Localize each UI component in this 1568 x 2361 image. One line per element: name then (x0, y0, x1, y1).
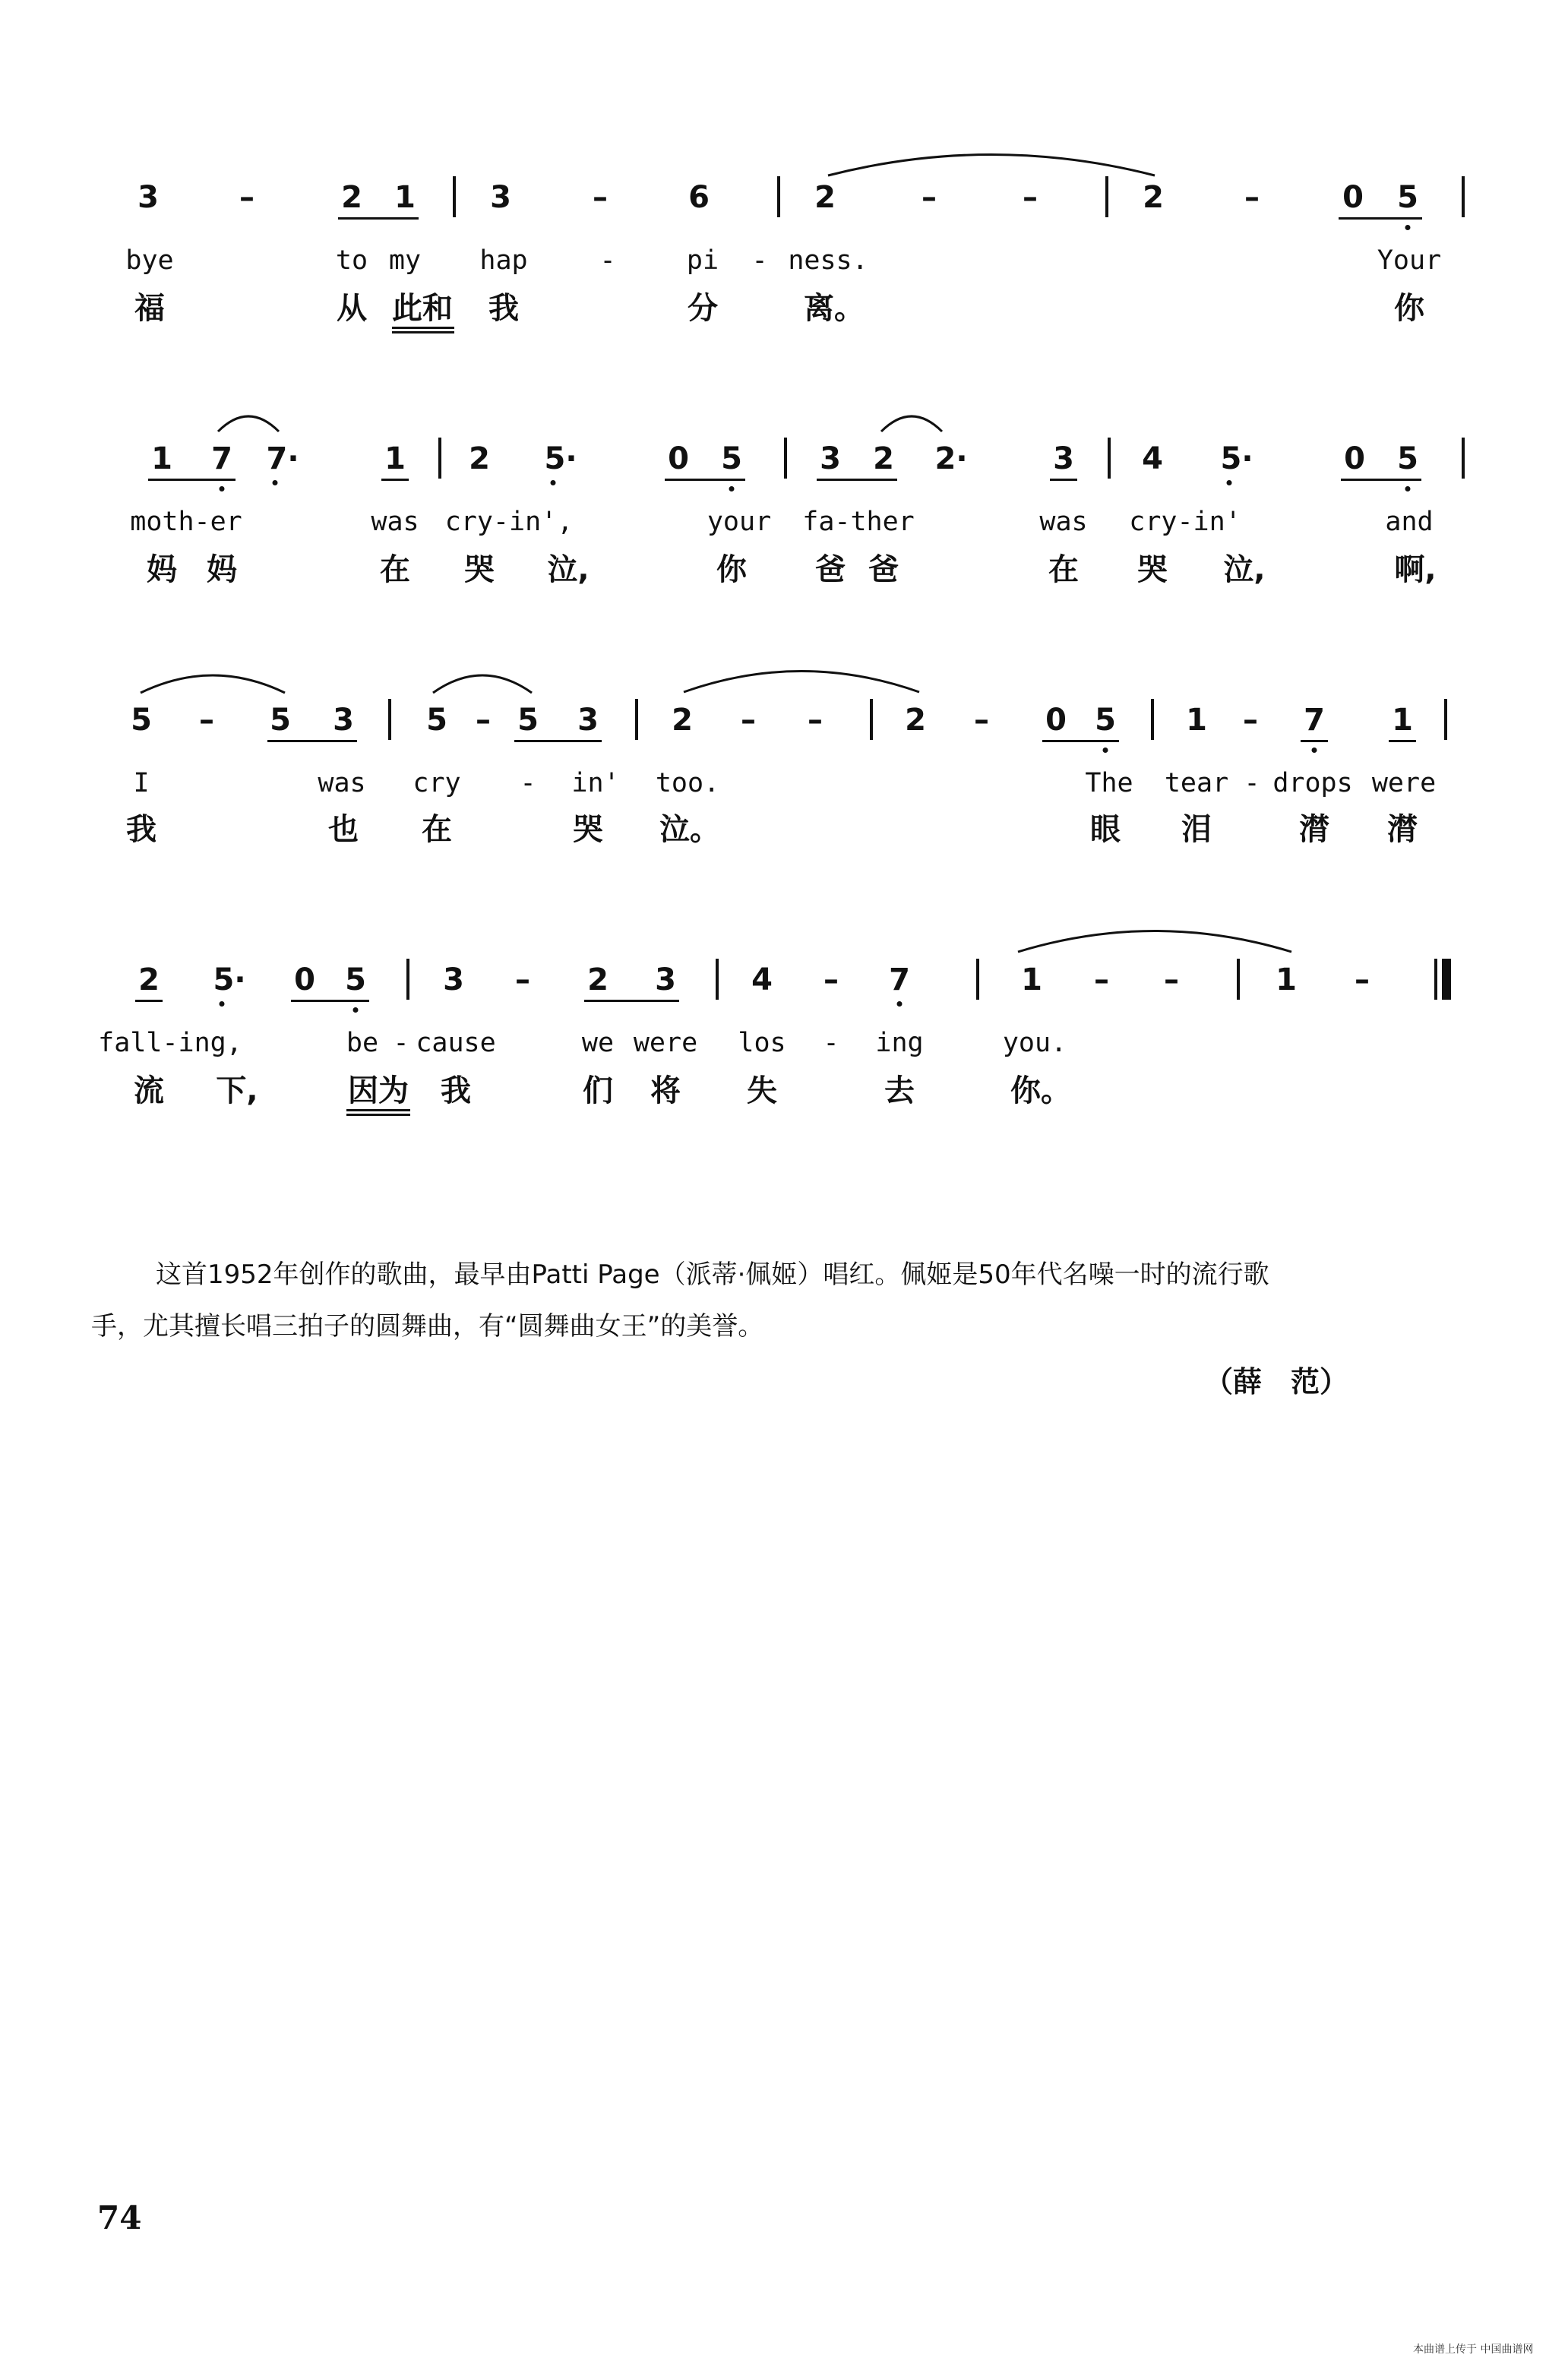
note: 3 (1053, 441, 1074, 476)
lyric-zh: 泣, (1223, 552, 1266, 587)
note: 3 (333, 703, 354, 738)
lyric-underline (392, 327, 454, 333)
lyric-zh: 在 (1048, 552, 1079, 587)
note: – (824, 962, 839, 997)
note: – (974, 703, 989, 738)
note-paragraph-line-1: 这首1952年创作的歌曲，最早由Patti Page（派蒂·佩姬）唱红。佩姬是50年代名噪一时的流行歌 (156, 1260, 1269, 1290)
beam (584, 1000, 679, 1002)
note: 3 (655, 962, 676, 997)
lyric-zh: 啊, (1394, 552, 1437, 587)
lyric-zh: 我 (441, 1073, 471, 1108)
slur (137, 664, 289, 697)
note: 2 (341, 180, 362, 215)
slur (1014, 918, 1295, 956)
lyric-en: your (707, 507, 772, 537)
note: 7· (266, 441, 299, 476)
note: – (1023, 180, 1038, 215)
bar-line (388, 699, 391, 740)
lyric-zh: 泣。 (659, 812, 720, 847)
beam (817, 479, 897, 481)
beam (267, 740, 357, 742)
note: – (1244, 180, 1260, 215)
lyric-en: - (599, 245, 616, 276)
bar-line (784, 438, 787, 479)
lyric-en: - (393, 1028, 409, 1058)
note: – (1355, 962, 1370, 997)
lyric-zh: 分 (688, 291, 718, 326)
note: 6 (688, 180, 710, 215)
lyric-en: were (1371, 768, 1437, 798)
low-octave-dot (1405, 225, 1411, 230)
lyric-en: in' (571, 768, 620, 798)
bar-line (1237, 959, 1240, 1000)
lyric-en: Your (1377, 245, 1442, 276)
lyric-zh: 哭 (573, 812, 603, 847)
bar-line (1462, 176, 1465, 217)
note: 5 (1397, 441, 1418, 476)
low-octave-dot (897, 1001, 903, 1007)
lyric-en: bye (125, 245, 174, 276)
lyric-zh: 此和 (392, 291, 453, 326)
lyric-zh: 失 (747, 1073, 777, 1108)
lyric-zh: 们 (583, 1073, 613, 1108)
note: – (593, 180, 608, 215)
bar-line (453, 176, 456, 217)
low-octave-dot (273, 480, 278, 485)
note: – (1243, 703, 1258, 738)
low-octave-dot (1103, 747, 1108, 753)
beam (514, 740, 602, 742)
note: – (515, 962, 530, 997)
note: – (922, 180, 937, 215)
note: 7 (889, 962, 910, 997)
note: 5· (1220, 441, 1253, 476)
slur (877, 406, 946, 436)
lyric-en: pi (686, 245, 719, 276)
lyric-zh: 流 (134, 1073, 164, 1108)
slur (680, 658, 923, 696)
lyric-en: fall-ing, (98, 1028, 242, 1058)
lyric-en: - (1244, 768, 1260, 798)
lyric-en: we (581, 1028, 615, 1058)
note: 3 (443, 962, 464, 997)
lyric-zh: 福 (134, 291, 165, 326)
note: 0 (1342, 180, 1364, 215)
note: 3 (577, 703, 599, 738)
beam (1389, 740, 1416, 742)
lyric-zh: 哭 (1137, 552, 1168, 587)
lyric-zh: 潸 (1387, 812, 1418, 847)
note: 2 (905, 703, 926, 738)
low-octave-dot (1405, 486, 1411, 491)
note: 1 (151, 441, 172, 476)
lyric-en: cry-in' (1129, 507, 1241, 537)
note: 5 (270, 703, 291, 738)
lyric-zh: 妈 (207, 552, 237, 587)
final-bar-line (1434, 959, 1437, 1000)
note: 5 (721, 441, 742, 476)
beam (1042, 740, 1119, 742)
low-octave-dot (353, 1007, 359, 1013)
lyric-zh: 你 (716, 552, 747, 587)
lyric-en: was (318, 768, 366, 798)
slur (214, 406, 283, 436)
lyric-en: and (1385, 507, 1434, 537)
beam (338, 217, 419, 220)
lyric-en: The (1085, 768, 1133, 798)
lyric-en: to (335, 245, 368, 276)
bar-line (1105, 176, 1108, 217)
note: 5 (1095, 703, 1116, 738)
note: 7 (1304, 703, 1325, 738)
note: – (1164, 962, 1179, 997)
lyric-zh: 在 (380, 552, 410, 587)
lyric-underline (346, 1109, 410, 1116)
note: – (239, 180, 254, 215)
page-number: 74 (97, 2199, 142, 2236)
bar-line (870, 699, 873, 740)
note: 5 (131, 703, 152, 738)
note: 1 (1021, 962, 1042, 997)
lyric-en: ing (875, 1028, 924, 1058)
bar-line (976, 959, 979, 1000)
note: 5 (517, 703, 539, 738)
note: 2 (672, 703, 693, 738)
lyric-en: - (823, 1028, 839, 1058)
lyric-en: hap (479, 245, 528, 276)
note: – (808, 703, 823, 738)
footer-watermark: 本曲谱上传于 中国曲谱网 (1413, 2344, 1534, 2356)
lyric-zh: 你。 (1010, 1073, 1071, 1108)
note: – (199, 703, 214, 738)
note: 2 (469, 441, 490, 476)
lyric-en: be (346, 1028, 379, 1058)
note: 2 (814, 180, 836, 215)
note: 5· (544, 441, 577, 476)
note: 0 (1344, 441, 1365, 476)
lyric-en: fa-ther (802, 507, 915, 537)
beam (135, 1000, 163, 1002)
lyric-zh: 我 (126, 812, 156, 847)
note: 1 (1186, 703, 1207, 738)
beam (148, 479, 236, 481)
low-octave-dot (220, 486, 225, 491)
beam (1301, 740, 1328, 742)
lyric-zh: 离。 (804, 291, 865, 326)
lyric-zh: 在 (422, 812, 452, 847)
low-octave-dot (1312, 747, 1317, 753)
note: 0 (668, 441, 689, 476)
lyric-en: was (371, 507, 419, 537)
lyric-en: cry-in', (444, 507, 574, 537)
lyric-zh: 妈 (147, 552, 177, 587)
bar-line (438, 438, 441, 479)
lyric-zh: 去 (884, 1073, 915, 1108)
lyric-en: were (633, 1028, 698, 1058)
lyric-en: too. (655, 768, 720, 798)
slur (824, 141, 1159, 179)
lyric-zh: 因为 (348, 1073, 409, 1108)
lyric-en: - (751, 245, 768, 276)
note: 2 (873, 441, 894, 476)
lyric-en: you. (1002, 1028, 1067, 1058)
lyric-en: cry (413, 768, 461, 798)
note: 3 (490, 180, 511, 215)
note: 7 (211, 441, 232, 476)
note: 2 (1143, 180, 1164, 215)
lyric-zh: 哭 (464, 552, 495, 587)
low-octave-dot (729, 486, 735, 491)
low-octave-dot (220, 1001, 225, 1007)
lyric-en: cause (416, 1028, 496, 1058)
beam (665, 479, 745, 481)
beam (381, 479, 409, 481)
lyric-en: was (1039, 507, 1088, 537)
lyric-zh: 你 (1394, 291, 1424, 326)
lyric-zh: 眼 (1090, 812, 1121, 847)
lyric-zh: 泣, (547, 552, 590, 587)
note: 2· (934, 441, 968, 476)
beam (1341, 479, 1421, 481)
note: 1 (384, 441, 406, 476)
note: 5 (345, 962, 366, 997)
note: 2 (138, 962, 160, 997)
bar-line (716, 959, 719, 1000)
bar-line (635, 699, 638, 740)
bar-line (1108, 438, 1111, 479)
bar-line (777, 176, 780, 217)
note: – (741, 703, 756, 738)
bar-line (1151, 699, 1154, 740)
note: 0 (1045, 703, 1067, 738)
lyric-zh: 泪 (1181, 812, 1212, 847)
bar-line (1462, 438, 1465, 479)
lyric-en: tear (1164, 768, 1229, 798)
lyric-en: moth-er (130, 507, 242, 537)
note: 0 (294, 962, 315, 997)
lyric-zh: 爸 (815, 552, 846, 587)
low-octave-dot (1227, 480, 1232, 485)
beam (1050, 479, 1077, 481)
note: 4 (751, 962, 773, 997)
final-bar-line-thick (1442, 959, 1451, 1000)
note: 5· (213, 962, 246, 997)
lyric-en: my (388, 245, 422, 276)
lyric-zh: 潸 (1299, 812, 1329, 847)
note-paragraph-line-2: 手，尤其擅长唱三拍子的圆舞曲，有“圆舞曲女王”的美誉。 (91, 1311, 764, 1342)
lyric-zh: 下, (216, 1073, 258, 1108)
lyric-zh: 从 (337, 291, 367, 326)
note: 1 (1276, 962, 1297, 997)
beam (291, 1000, 369, 1002)
note: 5 (426, 703, 447, 738)
note: 2 (587, 962, 609, 997)
bar-line (406, 959, 409, 1000)
lyric-zh: 爸 (868, 552, 899, 587)
lyric-en: I (133, 768, 150, 798)
note: 3 (820, 441, 841, 476)
slur (429, 664, 536, 697)
lyric-en: los (738, 1028, 786, 1058)
note: 3 (138, 180, 159, 215)
note: – (1094, 962, 1109, 997)
note: 5 (1397, 180, 1418, 215)
lyric-zh: 也 (328, 812, 359, 847)
note: 1 (1392, 703, 1413, 738)
note: 1 (394, 180, 416, 215)
lyric-en: ness. (788, 245, 868, 276)
note: 4 (1142, 441, 1163, 476)
beam (1339, 217, 1422, 220)
credit: （薛 范） (1204, 1365, 1349, 1399)
lyric-zh: 将 (650, 1073, 681, 1108)
lyric-en: - (520, 768, 536, 798)
low-octave-dot (551, 480, 556, 485)
lyric-en: drops (1272, 768, 1353, 798)
note: – (476, 703, 491, 738)
lyric-zh: 我 (488, 291, 519, 326)
bar-line (1444, 699, 1447, 740)
